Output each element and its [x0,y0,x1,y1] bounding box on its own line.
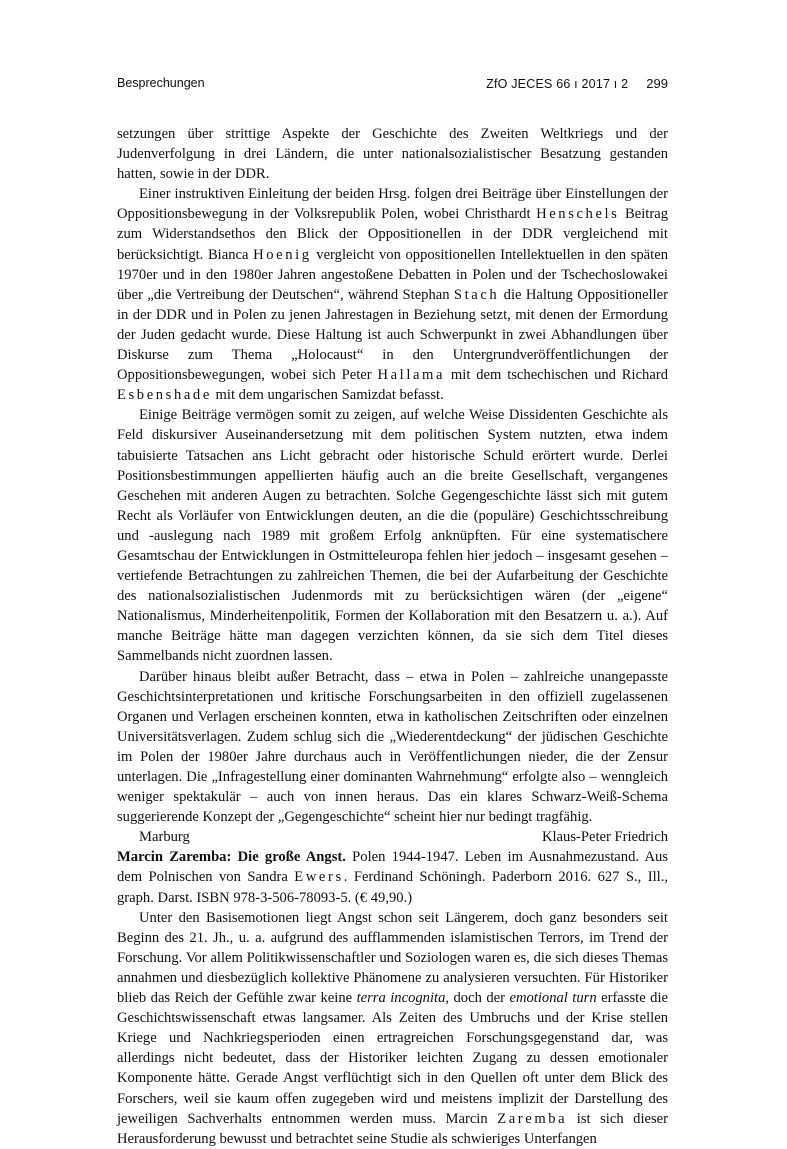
author-name: Hoenig [253,246,312,263]
author-name: Zaremba [497,1110,568,1127]
page-number: 299 [646,76,668,91]
running-header [117,76,668,96]
author-name: Stach [453,286,500,303]
translator-name: Ewers [294,869,344,886]
review1-paragraph-4: Darüber hinaus bleibt außer Betracht, dass – etwa in Polen – zahlreiche unangepasste Geschichtsinterpretationen und kritische Forschungsarbeiten in den offiziell zugelassenen Organen und Verlagen erscheinen konnten, etwa in katholischen Zeitschriften oder einzelnen Universitätsverlagen. Zudem schlug sich die „Wiederentdeckung“ der jüdischen Geschichte im Polen der 1980er Jahre durchaus auch in Veröffentlichungen nieder, die der Zensur unterlagen. Die „Infragestellung einer dominanten Wahrnehmung“ erfolgte also – wenngleich weniger spektakulär – auch von innen heraus. Das ein klares Schwarz-Weiß-Schema suggerierende Konzept der „Gegengeschichte“ scheint hier nur bedingt tragfähig. [117,668,668,826]
text-run: Unter den Basisemotionen liegt Angst schon seit Längerem, doch ganz besonders seit Beginn des 21. Jh., u. a. aufgrund des aufflammenden islamistischen Terrors, im Trend der Forschung. Vor allem Politikwissenschaftler und Soziologen waren es, die sich dieses Themas annahmen und diesbezüglich kollektive Phänomene zu analysieren versuchten. Für Historiker blieb das Reich der Gefühle zwar keine [117,909,668,1007]
text-run: , doch der [445,990,510,1007]
page-body [117,124,668,1149]
text-run: ist sich dieser Herausforderung bewusst und betrachtet seine Studie als schwieriges Unterfangen [117,1110,668,1147]
text-run: Einer instruktiven Einleitung der beiden Hrsg. folgen drei Beiträge über Einstellungen der Oppositionsbewegung in der Volksrepublik Polen, wobei Christhardt [117,186,668,223]
text-run: vergleicht von oppositionellen Intellektuellen in den späten 1970er und in den 1980er Jahren angestoßene Debatten in Polen und der Tschechoslowakei über „die Vertreibung der Deutschen“, während Stephan [117,246,668,303]
review1-paragraph-3: Einige Beiträge vermögen somit zu zeigen, auf welche Weise Dissidenten Geschichte als Feld diskursiver Auseinandersetzung mit dem politischen System nutzten, etwa indem tabuisierte Tatsachen ans Licht gebracht oder historische Schuld erörtert wurde. Derlei Positionsbestimmungen appellierten häufig auch an die breite Gesellschaft, vergangenes Geschehen mit anderen Augen zu betrachten. Solche Gegengeschichte lässt sich mit gutem Recht als Vorläufer von Entwicklungen deuten, an die die (populäre) Geschichtsschreibung und -auslegung nach 1989 mit großem Erfolg anknüpften. Für eine systematischere Gesamtschau der Entwicklungen in Ostmitteleuropa fehlen hier jedoch – insgesamt gesehen – vertiefende Betrachtungen zu zahlreichen Themen, die bei der Aufarbeitung der Geschichte des nationalsozialistischen Judenmords mit zu berücksichtigen wären (der „eigene“ Nationalismus, Minderheitenpolitik, Formen der Kollaboration mit den Besatzern u. a.). Auf manche Beiträge hätte man dagegen verzichten können, da sie sich dem Titel dieses Sammelbands nicht zuordnen lassen. [117,407,668,665]
text-run: die Haltung Oppositioneller in der DDR und in Polen zu jenen Jahrestagen in Beziehung setzt, mit denen der Ermordung der Juden gedacht wurde. Diese Haltung ist auch Schwerpunkt in zwei Abhandlungen über Diskurse zum Thema „Holocaust“ in den Untergrundveröffentlichungen der Oppositionsbewegungen, wobei sich Peter [117,286,668,384]
author-name: Esbenshade [117,387,212,404]
author-name: Henschels [536,206,620,223]
italic-term: terra incognita [356,990,446,1007]
review1-paragraph-2 [117,184,668,405]
text-run: . Ferdinand Schöningh. Paderborn 2016. 627 S., Ill., graph. Darst. ISBN 978-3-506-78093-5. (€ 49,90.) [117,869,668,906]
book-title: Marcin Zaremba: Die große Angst. [117,849,346,866]
review-signature [117,827,668,847]
text-run: Beitrag zum Widerstandsethos den Blick der Oppositionellen in der DDR vergleichend mit berücksichtigt. Bianca [117,206,668,263]
reviewer-place: Marburg [139,829,190,846]
section-title: Besprechungen [117,76,205,90]
review1-paragraph-1: setzungen über strittige Aspekte der Geschichte des Zweiten Weltkriegs und der Judenverfolgung in drei Ländern, die unter nationalsozialistischer Besatzung gestanden hatten, sowie in der DDR. [117,126,668,183]
journal-info [486,76,668,91]
text-run: Polen 1944-1947. Leben im Ausnahmezustand. Aus dem Polnischen von Sandra [117,849,668,886]
text-run: erfasste die Geschichtswissenschaft etwas langsamer. Als Zeiten des Umbruchs und der Krise stellen Kriege und Nachkriegsperioden einen ertragreichen Forschungsgegenstand dar, was allerdings nicht bedeutet, dass der Historiker leichten Zugang zu dessen emotionaler Komponente hätte. Gerade Angst verflüchtigt sich in den Quellen oft unter dem Blick des Forschers, weil sie kaum offen zugegeben wird und meistens implizit der Darstellung des jeweiligen Sachverhalts entnommen werden muss. Marcin [117,990,668,1127]
journal-citation: ZfO JECES 66 ı 2017 ı 2 [486,77,629,91]
reviewer-name: Klaus-Peter Friedrich [541,829,668,846]
italic-term: emotional turn [509,990,597,1007]
review2-bibliographic-heading [117,847,668,907]
review2-paragraph-1 [117,908,668,1149]
text-run: mit dem tschechischen und Richard [445,367,668,384]
text-run: mit dem ungarischen Samizdat befasst. [211,387,444,404]
author-name: Hallama [377,367,446,384]
